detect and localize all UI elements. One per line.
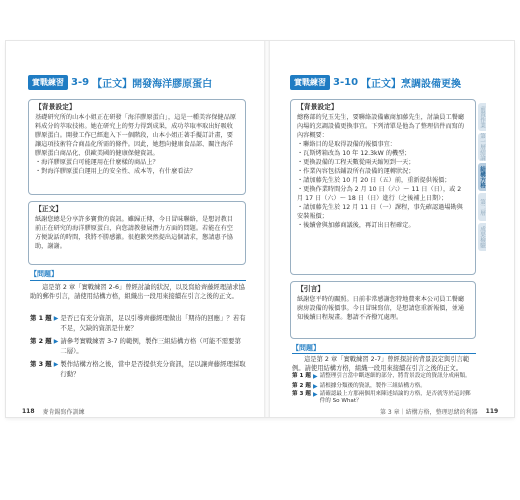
section-number: 3-9 xyxy=(71,77,90,88)
body-text: 紙謝您總是分享許多寶貴的資訊。雖歸正傳，今日冒味聯絡，是想討教目前正在研究的海洋膠原蛋白，向您請教發展潛力方面的問題。若能在有空方便說話的時間，我將不勝感激。很抱歉突然提出這個請求，懇請惠予協助，謝謝。 xyxy=(35,216,233,250)
side-tab: 成果檢驗 xyxy=(478,223,486,251)
background-text: 總務部的兒玉先生，要聯絡設備廠商加藤先生，討論員工餐廳內場的烹調設備更換事宜。下列清單是他為了整理信件而寫的內容概要： xyxy=(297,114,465,139)
background-box xyxy=(290,99,476,275)
section-number: 3-10 xyxy=(333,77,359,88)
side-tab-active: 結構方格 xyxy=(478,163,486,191)
background-box xyxy=(28,99,246,195)
question-text: 製作結構方格之後，當中是否提供充分資訊，足以讓齊藤經理採取行動？ xyxy=(60,360,246,378)
background-box-title: 【背景設定】 xyxy=(35,103,76,111)
question-label: 【問題】 xyxy=(30,270,58,278)
question-divider xyxy=(30,280,246,281)
running-title: 第 3 章｜結構方格，整理思緒的利器 xyxy=(380,409,478,416)
question-text: 是否已有充分資訊，足以引導齊藤經理做出「期待的回應」？若有不足，欠缺的資訊是什麼？ xyxy=(60,314,246,332)
background-item: ・更換設備的工程天數從兩天縮短到一天； xyxy=(297,159,415,166)
question-item xyxy=(30,337,246,356)
question-text: 請整理引言當中斷逐細的部分，將背景設定的資訊分成兩類。 xyxy=(319,373,471,379)
side-tab: 第一層結論 xyxy=(479,133,485,161)
question-item xyxy=(30,314,246,333)
play-arrow-icon: ▶ xyxy=(312,373,318,380)
question-number: 第 1 題 xyxy=(292,373,311,379)
section-title: 【正文】烹調設備更換 xyxy=(361,79,462,90)
background-box-title: 【背景設定】 xyxy=(297,103,338,111)
question-intro-text: 這是第 2 章「實戰練習 2-6」曾經討論的狀況，以及寫給齊藤經理請求協助的郵件引言，請使用結構方格，組織出一段用來接續在引言之後的正文。 xyxy=(30,284,245,300)
background-bullet: ・海洋膠原蛋白可能運用在什麼樣的商品上？ xyxy=(35,159,159,166)
question-number: 第 2 題 xyxy=(30,337,52,345)
intro-text: 紙謝您平時的關照。日前非常感謝您特地費來本公司員工餐廳廚房設備的報價事。今日冒昧寫信，是想請您重新報價，並通知後續日程規畫。懇請不吝撥冗處理。 xyxy=(297,296,465,321)
page-footer xyxy=(22,407,85,416)
question-item xyxy=(30,360,246,379)
running-title: 麥肯錫寫作訓練 xyxy=(42,409,85,416)
background-item: ・瓦斯烤箱改為 10 年 12.3kW 的機型； xyxy=(297,150,411,157)
background-item: ・請加藤先生於 10 月 20 日（五）前，重新提供報價； xyxy=(297,177,451,184)
background-item: ・聯絡目的是取得設備的報價事宜： xyxy=(297,141,396,148)
section-tag: 實戰練習 xyxy=(28,75,68,90)
side-tab: 前置作業 xyxy=(478,103,486,131)
left-page xyxy=(6,41,264,417)
question-divider xyxy=(292,353,476,354)
play-arrow-icon: ▶ xyxy=(312,391,318,398)
question-intro-text: 這是第 2 章「實戰練習 2-7」曾經探討的背景設定與引言範例。請使用結構方格，組織一段用來接續在引言之後的正文。 xyxy=(292,356,470,372)
body-box-title: 【正文】 xyxy=(35,205,63,213)
background-bullet: ・對海洋膠原蛋白運用上的安全性、成本等，有什麼看法？ xyxy=(35,168,196,175)
question-text: 請確認最上方那兩個用來陳述結論的方格，是否就等於這封郵件的 So What？ xyxy=(319,391,471,404)
play-arrow-icon: ▶ xyxy=(312,383,318,390)
play-arrow-icon: ▶ xyxy=(53,315,59,322)
background-text: 基礎研究所的山本小姐正在研發「海洋膠原蛋白」，這是一種美容保健品原料成分的萃取技術。她在研究上的努力得到成果，成功萃取率取出好吸收膠原蛋白。開發工作已經進入下一個階段，山本小姐正著手擬訂計畫，要讓這項技術符合商品化所需的條件。因此，她想向健康食品部、關注海洋膠原蛋白商品化、俱歐美國的健康保健資訊。 xyxy=(35,114,237,157)
question-number: 第 3 題 xyxy=(292,391,311,397)
play-arrow-icon: ▶ xyxy=(53,338,59,345)
intro-box-title: 【引言】 xyxy=(297,285,325,293)
body-box xyxy=(28,201,246,265)
question-number: 第 1 題 xyxy=(30,314,52,322)
background-item: ・更換作業時間分為 2 月 10 日（六）～ 11 日（日），或 2 月 17 日（六）～ 18 日（日）進行（之後補上日期）； xyxy=(297,186,462,202)
page-footer xyxy=(380,407,498,416)
background-item: ・作業內容包括鋪設所有設備的運轉狀況； xyxy=(297,168,415,175)
question-label: 【問題】 xyxy=(292,344,320,352)
question-item xyxy=(292,391,476,405)
book-spread xyxy=(6,41,514,417)
intro-box xyxy=(290,281,476,339)
side-tab: 第二層 xyxy=(478,193,486,221)
page-number: 119 xyxy=(485,408,499,415)
question-text: 請根據分類後的資訊，製作三組結構方格。 xyxy=(319,383,426,389)
question-intro xyxy=(292,355,476,373)
background-item: ・請加藤先生於 12 月 11 日（一）課程，事先確認過場勘與安裝報價； xyxy=(297,204,463,220)
section-header xyxy=(28,75,212,90)
question-number: 第 3 題 xyxy=(30,360,52,368)
section-tag: 實戰練習 xyxy=(290,75,330,90)
question-number: 第 2 題 xyxy=(292,383,311,389)
question-intro xyxy=(30,283,246,301)
side-tabs xyxy=(478,103,500,253)
page-number: 118 xyxy=(22,408,35,415)
question-item xyxy=(292,373,476,380)
section-header xyxy=(290,75,461,90)
question-text: 請參考實戰練習 3-7 的範例，製作三組結構方格（可能不需要第二層）。 xyxy=(60,337,241,355)
section-title: 【正文】開發海洋膠原蛋白 xyxy=(92,79,213,90)
play-arrow-icon: ▶ xyxy=(53,361,59,368)
background-item: ・後續會與加藤商議後，再訂出日程確定。 xyxy=(297,222,415,229)
question-item xyxy=(292,383,476,390)
